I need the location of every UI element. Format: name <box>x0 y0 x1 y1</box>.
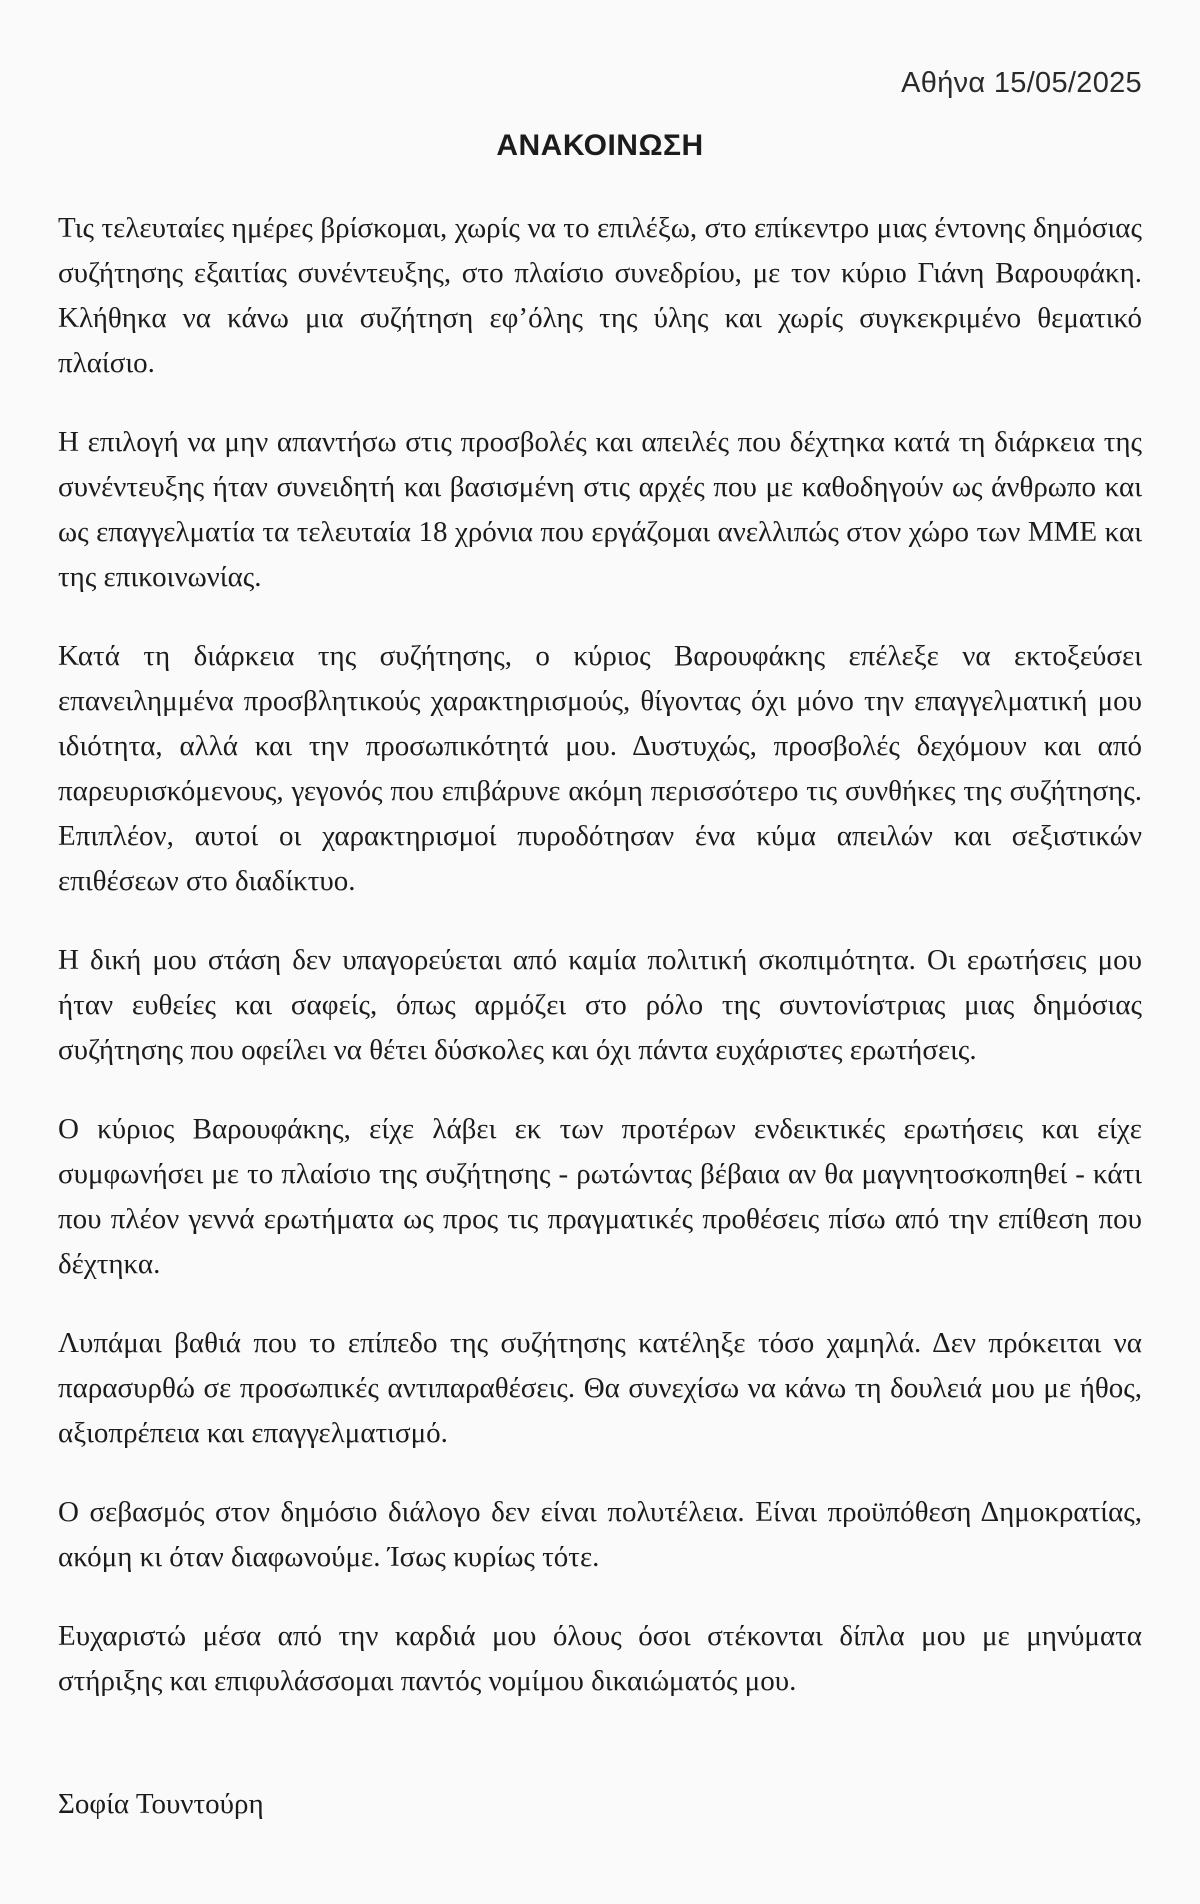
document-body <box>58 206 1142 1704</box>
paragraph-respect: Ο σεβασμός στον δημόσιο διάλογο δεν είναι πολυτέλεια. Είναι προϋπόθεση Δημοκρατίας, ακόμη κι όταν διαφωνούμε. Ίσως κυρίως τότε. <box>58 1496 1142 1573</box>
document-date: Αθήνα 15/05/2025 <box>901 67 1142 99</box>
document-title: ΑΝΑΚΟΙΝΩΣΗ <box>496 129 704 162</box>
paragraph-regret: Λυπάμαι βαθιά που το επίπεδο της συζήτησης κατέληξε τόσο χαμηλά. Δεν πρόκειται να παρασυρθώ σε προσωπικές αντιπαραθέσεις. Θα συνεχίσω να κάνω τη δουλειά μου με ήθος, αξιοπρέπεια και επαγγελματισμό. <box>58 1327 1142 1449</box>
paragraph-during-discussion: Κατά τη διάρκεια της συζήτησης, ο κύριος Βαρουφάκης επέλεξε να εκτοξεύσει επανειλημμένα προσβλητικούς χαρακτηρισμούς, θίγοντας όχι μόνο την επαγγελματική μου ιδιότητα, αλλά και την προσωπικότητά μου. Δυστυχώς, προσβολές δεχόμουν και από παρευρισκόμενους, γεγονός που επιβάρυνε ακόμη περισσότερο τις συνθήκες της συζήτησης. Επιπλέον, αυτοί οι χαρακτηρισμοί πυροδότησαν ένα κύμα απειλών και σεξιστικών επιθέσεων στο διαδίκτυο. <box>58 640 1142 897</box>
paragraph-thanks: Ευχαριστώ μέσα από την καρδιά μου όλους όσοι στέκονται δίπλα μου με μηνύματα στήριξης και επιφυλάσσομαι παντός νομίμου δικαιώματός μου. <box>58 1620 1142 1697</box>
paragraph-intro: Τις τελευταίες ημέρες βρίσκομαι, χωρίς να το επιλέξω, στο επίκεντρο μιας έντονης δημόσιας συζήτησης εξαιτίας συνέντευξης, στο πλαίσιο συνεδρίου, με τον κύριο Γιάνη Βαρουφάκη. Κλήθηκα να κάνω μια συζήτηση εφ’όλης της ύλης και χωρίς συγκεκριμένο θεματικό πλαίσιο. <box>58 212 1142 379</box>
paragraph-choice-not-to-respond: Η επιλογή να μην απαντήσω στις προσβολές και απειλές που δέχτηκα κατά τη διάρκεια της συνέντευξης ήταν συνειδητή και βασισμένη στις αρχές που με καθοδηγούν ως άνθρωπο και ως επαγγελματία τα τελευταία 18 χρόνια που εργάζομαι ανελλιπώς στον χώρο των ΜΜΕ και της επικοινωνίας. <box>58 426 1142 593</box>
paragraph-my-stance: Η δική μου στάση δεν υπαγορεύεται από καμία πολιτική σκοπιμότητα. Οι ερωτήσεις μου ήταν ευθείες και σαφείς, όπως αρμόζει στο ρόλο της συντονίστριας μιας δημόσιας συζήτησης που οφείλει να θέτει δύσκολες και όχι πάντα ευχάριστες ερωτήσεις. <box>58 944 1142 1066</box>
signature-name: Σοφία Τουντούρη <box>58 1788 264 1820</box>
paragraph-prior-questions: Ο κύριος Βαρουφάκης, είχε λάβει εκ των προτέρων ενδεικτικές ερωτήσεις και είχε συμφωνήσει με το πλαίσιο της συζήτησης - ρωτώντας βέβαια αν θα μαγνητοσκοπηθεί - κάτι που πλέον γεννά ερωτήματα ως προς τις πραγματικές προθέσεις πίσω από την επίθεση που δέχτηκα. <box>58 1113 1142 1280</box>
